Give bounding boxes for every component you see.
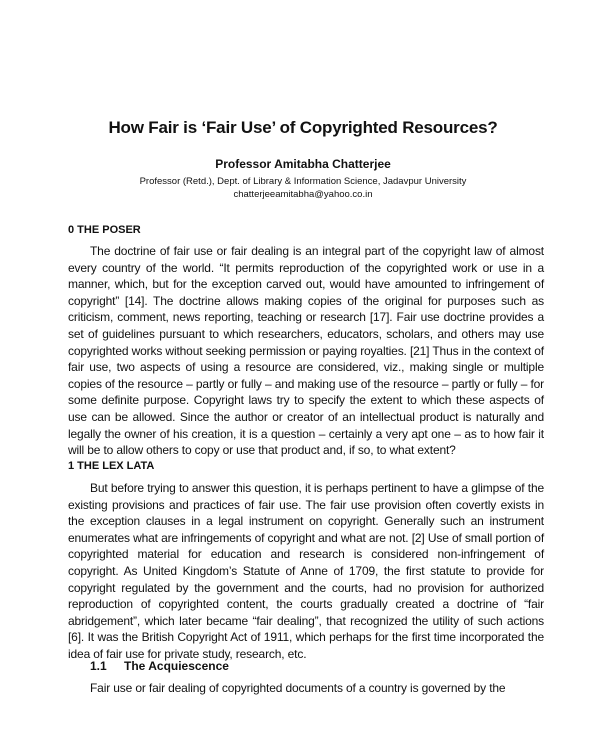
author-affiliation: Professor (Retd.), Dept. of Library & Information Science, Jadavpur University xyxy=(139,176,467,187)
paper-title: How Fair is ‘Fair Use’ of Copyrighted Resources? xyxy=(108,118,498,137)
author-email: chatterjeeamitabha@yahoo.co.in xyxy=(233,189,373,200)
section-heading-lex-lata: 1 THE LEX LATA xyxy=(68,460,155,472)
paragraph-lex-lata: But before trying to answer this question, it is perhaps pertinent to have a glimpse of the existing provisions and practices of fair use. The fair use provision often covertly exists in the exception clauses in a legal instrument on copyright. Generally such an instrument enumerates what are infringements of copyright and what are not. [2] Use of small portion of copyrighted material for education and research is considered non-infringement of copyright. As United Kingdom’s Statute of Anne of 1709, the first statute to provide for copyright regulated by the government and the courts, had no provision for authorized reproduction of copyrighted content, the courts gradually created a doctrine of “fair abridgement”, which later became “fair dealing”, that recognized the utility of such actions [6]. It was the British Copyright Act of 1911, which perhaps for the first time incorporated the idea of fair use for private study, research, etc. xyxy=(68,481,544,661)
section-heading-poser: 0 THE POSER xyxy=(68,224,141,236)
subsection-heading-acquiescence xyxy=(90,659,229,673)
author-name: Professor Amitabha Chatterjee xyxy=(215,157,391,171)
subsection-number: 1.1 xyxy=(90,659,107,673)
subsection-title: The Acquiescence xyxy=(124,659,229,673)
author-details xyxy=(40,175,566,201)
paragraph-acquiescence: Fair use or fair dealing of copyrighted documents of a country is governed by the xyxy=(90,681,506,695)
paragraph-poser: The doctrine of fair use or fair dealing is an integral part of the copyright law of almost every country of the world. “It permits reproduction of the copyrighted work or use in a manner, which, but for the exception carved out, would have amounted to infringement of copyright” [14]. The doctrine allows making copies of the original for purposes such as criticism, comment, news reporting, teaching or research [17]. Fair use doctrine provides a set of guidelines pursuant to which researchers, educators, scholars, and others may use copyrighted works without seeking permission or paying royalties. [21] Thus in the context of fair use, two aspects of using a resource are considered, viz., making single or multiple copies of the resource – partly or fully – and making use of the resource – partly or fully – for some definite purpose. Copyright laws try to specify the extent to which these aspects of use can be allowed. Since the author or creator of an intellectual product is naturally and legally the owner of his creation, it is a question – certainly a very apt one – as to how fair it will be to allow others to copy or use that product and, if so, to what extent? xyxy=(68,244,544,458)
